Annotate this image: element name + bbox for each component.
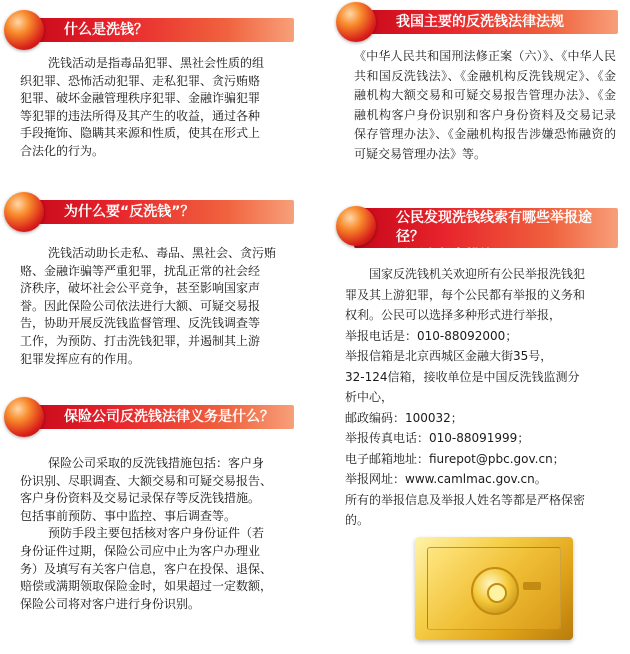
red-orb-icon — [336, 206, 376, 246]
text-line: 权利。公民可以选择多种形式进行举报， — [345, 308, 562, 322]
section-title-report — [396, 208, 616, 264]
text-line: 电子邮箱地址：fiurepot@pbc.gov.cn； — [345, 451, 565, 466]
paragraph-report — [345, 264, 620, 531]
text-line: 所有的举报信息及举报人姓名等都是严格保密 — [345, 492, 586, 507]
text-line: 包括事前预防、事中监控、事后调查等。 — [20, 508, 237, 523]
text-line: 举报电话是：010-88092000； — [345, 328, 518, 343]
section-title-why-anti: 为什么要“反洗钱”？ — [64, 204, 195, 220]
text-line: 手段掩饰、隐瞒其来源和性质，使其在形式上 — [20, 126, 261, 141]
section-banner-laws — [336, 2, 626, 42]
section-banner-insurer-duty — [4, 397, 302, 437]
red-orb-icon — [4, 192, 44, 232]
text-line: 工作，为预防、打击洗钱犯罪，并遏制其上游 — [20, 333, 261, 348]
report-title-line-1: 公民发现洗钱线索有哪些举报途径？ — [396, 210, 592, 245]
safe-handle — [523, 582, 541, 590]
paragraph-insurer-duty — [20, 455, 294, 613]
text-line: 身份证件过期，保险公司应中止为客户办理业 — [20, 543, 261, 558]
safe-door — [427, 547, 561, 630]
section-title-what-is: 什么是洗钱？ — [64, 22, 148, 38]
red-orb-icon — [336, 2, 376, 42]
section-banner-what-is — [4, 10, 302, 50]
report-title-line-2: 是否有保密措施？ — [396, 248, 508, 264]
text-line: 等犯罪的违法所得及其产生的收益，通过各种 — [20, 108, 261, 123]
text-line: 赂、金融诈骗等严重犯罪，扰乱正常的社会经 — [20, 263, 261, 278]
section-banner-report — [336, 206, 626, 264]
text-line: 合法化的行为。 — [20, 143, 105, 158]
text-line: 洗钱活动是指毒品犯罪、黑社会性质的组 — [48, 56, 265, 70]
text-line: 邮政编码：100032； — [345, 410, 463, 425]
text-line: 保险公司采取的反洗钱措施包括：客户身 — [48, 456, 265, 470]
red-orb-icon — [4, 10, 44, 50]
paragraph-laws: 《中华人民共和国刑法修正案（六）》、《中华人民共和国反洗钱法》、《金融机构反洗钱规定》、《金融机构大额交易和可疑交易报告管理办法》、《金融机构客户身份识别和客户身份资料及交易记录保存管理办法》、《金融机构报告涉嫌恐怖融资的可疑交易管理办法》等。 — [354, 49, 616, 161]
text-line: 赔偿或满期领取保险金时，如果超过一定数额， — [20, 579, 273, 594]
red-orb-icon — [4, 397, 44, 437]
text-line: 的。 — [345, 513, 370, 527]
text-line: 32-124信箱，接收单位是中国反洗钱监测分 — [345, 369, 580, 384]
text-line: 保险公司将对客户进行身份识别。 — [20, 596, 201, 611]
paragraph-what-is — [20, 55, 284, 161]
text-line: 济秩序，破坏社会公平竞争，甚至影响国家声 — [20, 281, 261, 296]
text-line: 份识别、尽职调查、大额交易和可疑交易报告、 — [20, 473, 273, 488]
section-title-insurer-duty: 保险公司反洗钱法律义务是什么？ — [64, 409, 274, 425]
paragraph-why-anti — [20, 245, 284, 368]
text-line: 罪及其上游犯罪，每个公民都有举报的义务和 — [345, 287, 586, 302]
text-line: 国家反洗钱机关欢迎所有公民举报洗钱犯 — [369, 267, 586, 281]
text-line: 织犯罪、恐怖活动犯罪、走私犯罪、贪污贿赂 — [20, 73, 261, 88]
text-line: 犯罪、破坏金融管理秩序犯罪、金融诈骗犯罪 — [20, 91, 261, 106]
safe-dial — [471, 567, 519, 615]
section-banner-why-anti — [4, 192, 302, 232]
gold-safe-icon — [415, 537, 573, 640]
text-line: 预防手段主要包括核对客户身份证件（若 — [48, 526, 265, 541]
section-title-laws: 我国主要的反洗钱法律法规 — [396, 14, 564, 30]
text-line: 客户身份资料及交易记录保存等反洗钱措施。 — [20, 491, 261, 506]
text-line: 洗钱活动助长走私、毒品、黑社会、贪污贿 — [48, 246, 277, 260]
text-line: 务）及填写有关客户信息，客户在投保、退保、 — [20, 561, 273, 576]
text-line: 举报传真电话：010-88091999； — [345, 431, 530, 445]
text-line: 举报网址：www.camlmac.gov.cn。 — [345, 472, 547, 486]
text-line: 誉。因此保险公司依法进行大额、可疑交易报 — [20, 298, 261, 313]
text-line: 析中心， — [345, 390, 394, 404]
text-line: 举报信箱是北京西城区金融大街35号， — [345, 349, 553, 363]
safe-knob — [487, 583, 507, 603]
text-line: 告，协助开展反洗钱监督管理、反洗钱调查等 — [20, 316, 261, 331]
text-line: 犯罪发挥应有的作用。 — [20, 351, 141, 366]
